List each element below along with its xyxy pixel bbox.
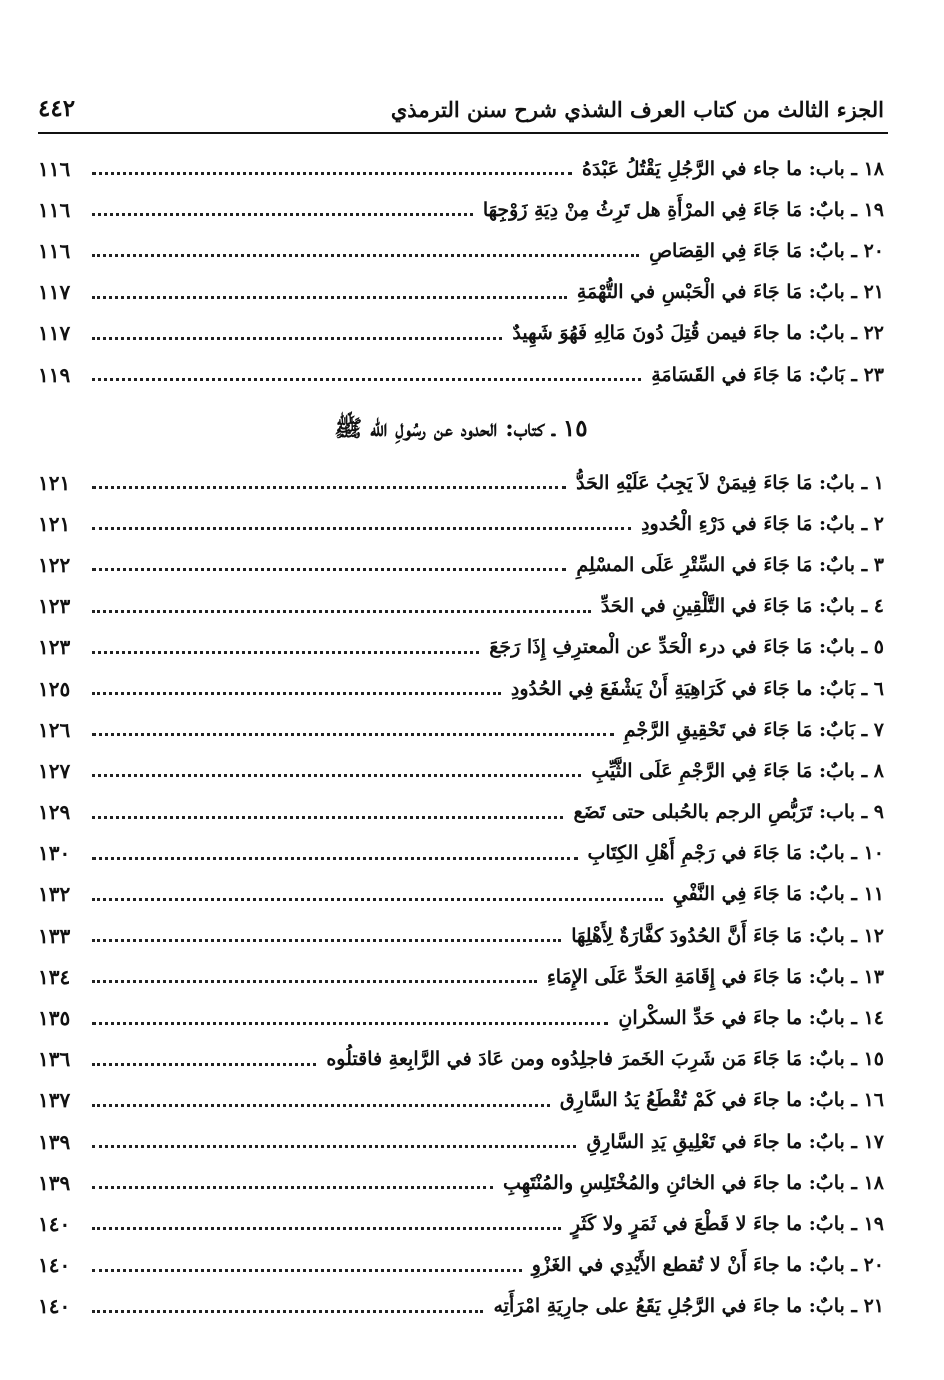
toc-entry-page-number: ١٣٣ <box>38 923 71 948</box>
dot-leader <box>92 1269 522 1272</box>
toc-entry-page-number: ١٣٩ <box>38 1170 71 1195</box>
toc-entry-title: ٨ ـ بابٌ: مَا جَاءَ فِي الرَّجْمِ عَلَى الثَّيِّبِ <box>591 759 884 782</box>
toc-entry-title: ٢١ ـ بابٌ: ما جاءَ في الرَّجُلِ يَقَعُ على جارِيَةِ امْرَأَتِه <box>493 1295 884 1318</box>
toc-entry-page-number: ١٣٧ <box>38 1088 71 1113</box>
chapter-heading: ١٥ ـ كتاب: الحدود عن رسُولِ الله ﷺ <box>334 415 588 442</box>
dot-leader <box>92 980 537 983</box>
toc-entry <box>38 1080 884 1121</box>
toc-entry <box>38 709 884 750</box>
dot-leader <box>92 733 614 736</box>
toc-entry-title: ١٩ ـ بابٌ: مَا جَاءَ فِي المرْأَةِ هل تَرِثُ مِنْ دِيَةِ زَوْجِهَا <box>482 198 884 221</box>
toc-entry-page-number: ١٣٥ <box>38 1006 71 1031</box>
dot-leader <box>92 692 501 695</box>
toc-entry-page-number: ١٢٢ <box>38 552 71 577</box>
dot-leader <box>92 651 479 654</box>
toc-entry-title: ٥ ـ بابٌ: مَا جَاءَ في درء الْحَدِّ عن الْمعترِفِ إِذَا رَجَعَ <box>489 636 884 659</box>
toc-entry-title: ٢٢ ـ بابٌ: ما جاءَ فيمن قُتِلَ دُونَ مَالِهِ فَهُوَ شَهِيدٌ <box>512 322 884 345</box>
toc-entry-title: ١٨ ـ باب: ما جاء في الرَّجُلِ يَقْتُلُ عَبْدَهُ <box>582 157 884 180</box>
dot-leader <box>92 857 578 860</box>
dot-leader <box>92 337 502 340</box>
toc-entry-page-number: ١٢٣ <box>38 594 71 619</box>
toc-entry-title: ٩ ـ باب: تَرَبُّصِ الرجم بالحُبلى حتى تَضَع <box>573 801 884 824</box>
toc-entry-title: ٢١ ـ بابٌ: مَا جَاءَ في الْحَبْسِ في التُّهْمَةِ <box>576 281 884 304</box>
toc-entry <box>38 956 884 997</box>
toc-entry-page-number: ١٢٧ <box>38 758 71 783</box>
toc-entry <box>38 503 884 544</box>
running-header <box>38 82 884 122</box>
toc-entry-title: ١٨ ـ بابٌ: ما جاءَ في الخائنِ والمُخْتَلِسِ والمُنْتَهِبِ <box>503 1171 884 1194</box>
toc-entry-title: ١ ـ بابٌ: مَا جَاءَ فِيمَنْ لاَ يَجِبُ عَلَيْهِ الحَدُّ <box>576 471 884 494</box>
dot-leader <box>92 568 566 571</box>
dot-leader <box>92 527 631 530</box>
toc-entry <box>38 544 884 585</box>
toc-entry-page-number: ١٤٠ <box>38 1294 71 1319</box>
toc-entry-title: ١٢ ـ بابٌ: مَا جَاءَ أَنَّ الحُدُودَ كفَّارَةٌ لِأَهْلِهَا <box>571 924 884 947</box>
toc-entry <box>38 230 884 271</box>
dot-leader <box>92 610 591 613</box>
toc-entry-page-number: ١٢٣ <box>38 635 71 660</box>
toc-entry-title: ١٥ ـ بابٌ: مَا جَاءَ مَن شَرِبَ الخَمرَ فاجلِدُوه ومن عَادَ في الرَّابِعةِ فاقتلُوه <box>326 1048 884 1071</box>
dot-leader <box>92 1022 608 1025</box>
toc-entry <box>38 997 884 1038</box>
toc-list-hudud-chapter <box>38 462 884 1327</box>
dot-leader <box>92 296 567 299</box>
toc-entry-title: ٦ ـ بَابٌ: ما جَاءَ في كَرَاهِيَةِ أَنْ يَشْفَعَ فِي الحُدُودِ <box>510 677 884 700</box>
toc-entry <box>38 1245 884 1286</box>
toc-entry-page-number: ١١٦ <box>38 238 71 263</box>
toc-entry-page-number: ١٢٩ <box>38 800 71 825</box>
toc-entry-page-number: ١٣٩ <box>38 1129 71 1154</box>
toc-entry-title: ١٧ ـ بابٌ: ما جاءَ في تَعْلِيقِ يَدِ السَّارِقِ <box>586 1130 884 1153</box>
dot-leader <box>92 213 473 216</box>
dot-leader <box>92 774 581 777</box>
toc-entry-title: ١٦ ـ بابٌ: ما جاءَ في كَمْ تُقْطَعُ يَدُ السَّارِق <box>559 1089 884 1112</box>
dot-leader <box>92 378 641 381</box>
toc-entry-title: ٤ ـ بابٌ: مَا جَاءَ في التَّلْقِينِ في الحَدِّ <box>600 595 884 618</box>
toc-entry-page-number: ١١٦ <box>38 197 71 222</box>
toc-entry-title: ٢٣ ـ بَابٌ: مَا جَاءَ في القَسَامَةِ <box>651 363 884 386</box>
toc-entry-title: ٢٠ ـ بابٌ: مَا جَاءَ فِي القِصَاصِ <box>649 239 884 262</box>
page-number: ٤٤٢ <box>38 95 76 122</box>
toc-entry-page-number: ١٢١ <box>38 511 71 536</box>
toc-entry <box>38 313 884 354</box>
toc-entry-title: ١١ ـ بابٌ: مَا جَاءَ فِي النَّفْيِ <box>672 883 884 906</box>
toc-entry-page-number: ١١٩ <box>38 362 71 387</box>
toc-list-previous-chapter <box>38 148 884 395</box>
dot-leader <box>92 1310 483 1313</box>
toc-entry <box>38 1039 884 1080</box>
header-divider <box>38 132 888 134</box>
toc-entry-page-number: ١١٧ <box>38 280 71 305</box>
toc-entry-page-number: ١٣٦ <box>38 1047 71 1072</box>
toc-entry <box>38 148 884 189</box>
toc-entry-page-number: ١٣٢ <box>38 882 71 907</box>
toc-entry <box>38 874 884 915</box>
toc-entry-page-number: ١٤٠ <box>38 1253 71 1278</box>
dot-leader <box>92 172 572 175</box>
toc-entry <box>38 668 884 709</box>
dot-leader <box>92 816 563 819</box>
dot-leader <box>92 1063 316 1066</box>
toc-entry-title: ١٩ ـ بابٌ: ما جاءَ لا قَطْعَ في ثَمَرٍ ولا كَثَرٍ <box>570 1212 884 1235</box>
toc-entry <box>38 354 884 395</box>
toc-entry <box>38 750 884 791</box>
toc-entry-title: ٢ ـ بابٌ: مَا جَاءَ في دَرْءِ الْحُدودِ <box>641 512 884 535</box>
toc-entry-page-number: ١٢١ <box>38 470 71 495</box>
dot-leader <box>92 1227 561 1230</box>
toc-entry-title: ١٤ ـ بابٌ: ما جاءَ في حَدِّ السكْرانِ <box>618 1007 884 1030</box>
toc-entry-page-number: ١١٦ <box>38 156 71 181</box>
dot-leader <box>92 254 639 257</box>
toc-entry-title: ١٠ ـ بابٌ: مَا جَاءَ في رَجْمِ أَهْلِ الكِتَابِ <box>587 842 884 865</box>
toc-entry <box>38 462 884 503</box>
toc-entry <box>38 833 884 874</box>
dot-leader <box>92 939 561 942</box>
toc-entry <box>38 586 884 627</box>
toc-entry <box>38 1121 884 1162</box>
toc-entry-title: ١٣ ـ بابٌ: مَا جَاءَ في إِقَامَةِ الحَدِّ عَلَى الإِمَاءِ <box>546 965 884 988</box>
toc-entry-page-number: ١٢٦ <box>38 717 71 742</box>
toc-entry <box>38 1203 884 1244</box>
dot-leader <box>92 1145 576 1148</box>
toc-entry <box>38 189 884 230</box>
toc-entry <box>38 1162 884 1203</box>
dot-leader <box>92 1104 550 1107</box>
toc-entry-title: ٧ ـ بَابٌ: مَا جَاءَ في تَحْقِيقِ الرَّجْمِ <box>623 718 884 741</box>
toc-entry-title: ٢٠ ـ بابٌ: ما جاءَ أَنْ لا تُقطع الأَيْدِي في الغَزْوِ <box>531 1254 884 1277</box>
dot-leader <box>92 898 663 901</box>
toc-entry-page-number: ١٣٤ <box>38 964 71 989</box>
toc-entry-title: ٣ ـ بابٌ: مَا جَاءَ في السِّتْرِ عَلَى المسْلِمِ <box>576 553 884 576</box>
running-header-title: الجزء الثالث من كتاب العرف الشذي شرح سنن الترمذي <box>390 97 884 122</box>
toc-entry <box>38 627 884 668</box>
toc-entry-page-number: ١١٧ <box>38 321 71 346</box>
toc-entry-page-number: ١٣٠ <box>38 841 71 866</box>
toc-entry-page-number: ١٤٠ <box>38 1211 71 1236</box>
toc-entry <box>38 915 884 956</box>
dot-leader <box>92 486 566 489</box>
dot-leader <box>92 1186 493 1189</box>
toc-entry <box>38 792 884 833</box>
toc-entry-page-number: ١٢٥ <box>38 676 71 701</box>
toc-entry <box>38 272 884 313</box>
toc-entry <box>38 1286 884 1327</box>
